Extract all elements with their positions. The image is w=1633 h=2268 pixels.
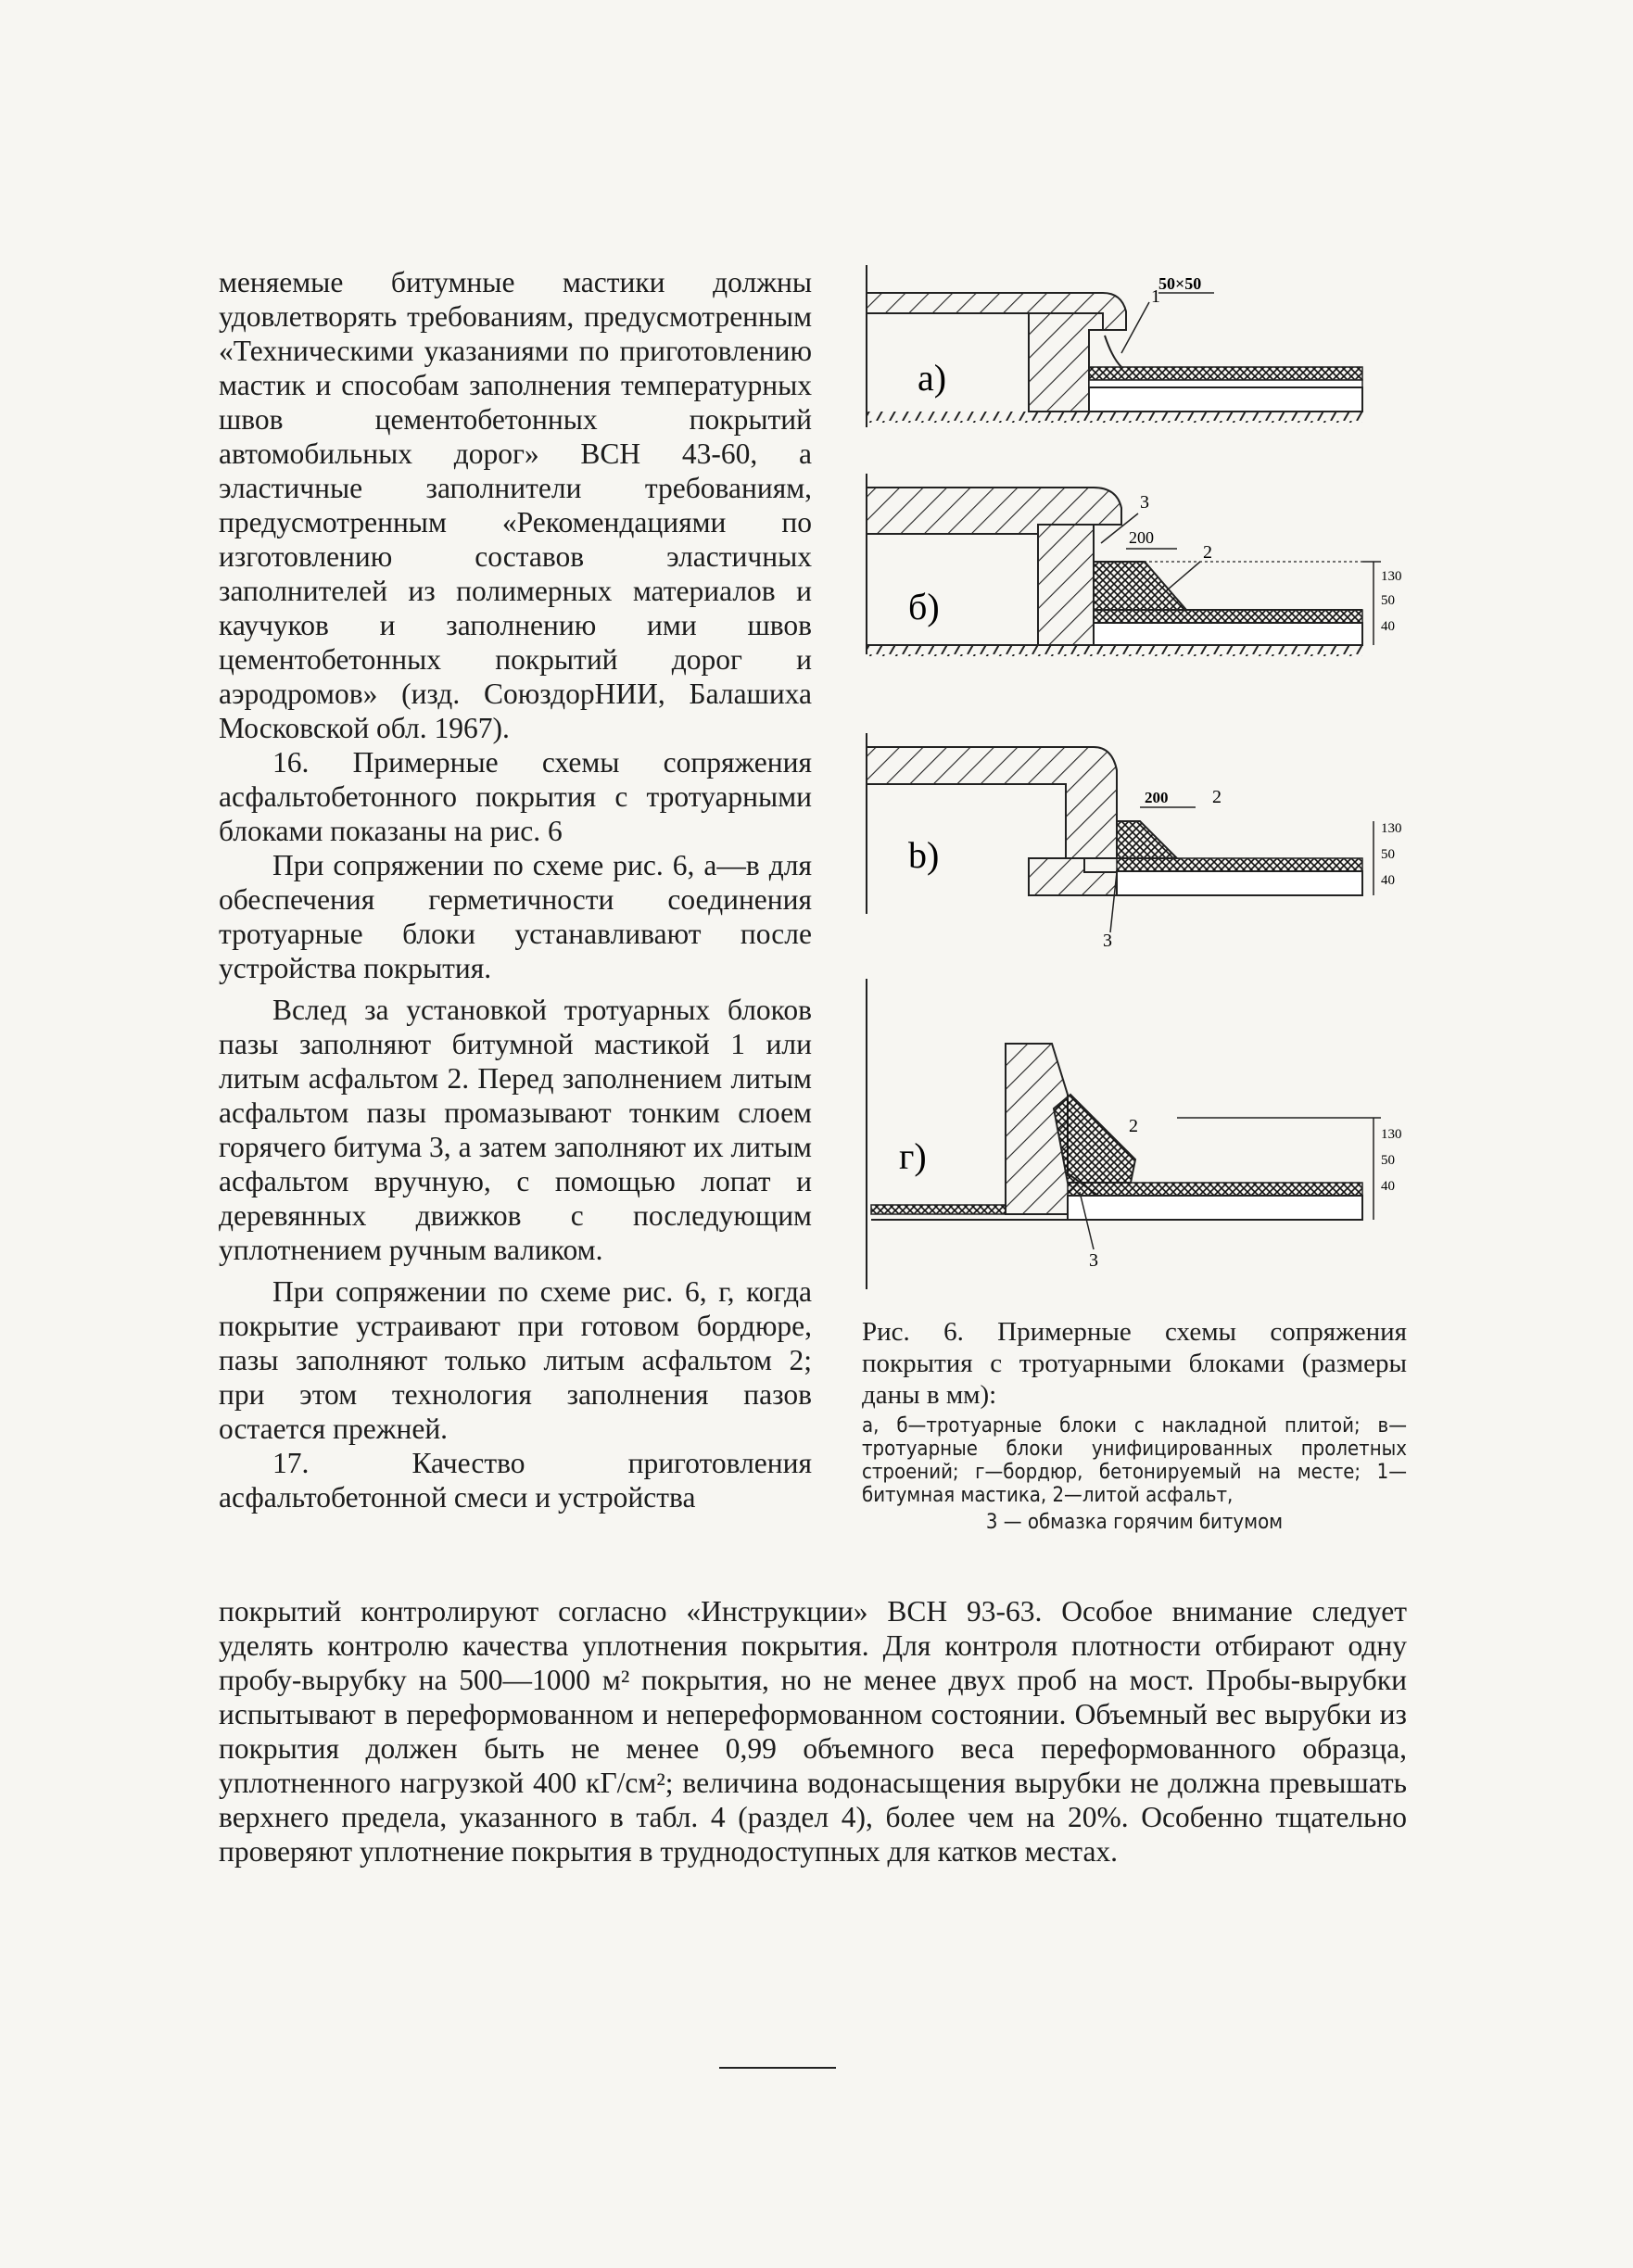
caption-title: Рис. 6. Примерные схемы сопряжения покрытия с тротуарными блоками (размеры даны в мм): — [862, 1317, 1407, 1410]
dimension-50x50: 50×50 — [1158, 274, 1202, 293]
callout-3-g: 3 — [1089, 1250, 1098, 1271]
scheme-a — [867, 265, 1362, 427]
bottom-paragraph: покрытий контролируют согласно «Инструкции» ВСН 93-63. Особое внимание следует уделять контролю качества уплотнения покрытия. Для контроля плотности отбирают одну пробу-вырубку на 500—1000 м² покрытия, но не менее двух проб на мост. Пробы-вырубки испытывают в переформованном и непереформованном состоянии. Объемный вес вырубки из покрытия должен быть не менее 0,99 объемного веса переформованного образца, уплотненного нагрузкой 400 кГ/см²; величина водонасыщения вырубки не должна превышать верхнего предела, указанного в табл. 4 (раздел 4), более чем на 20%. Особенно тщательно проверяют уплотнение покрытия в труднодоступных для катков местах. — [219, 1595, 1407, 1868]
figure-6-diagram — [862, 265, 1409, 1299]
scheme-b — [867, 474, 1402, 656]
paragraph: меняемые битумные мастики должны удовлетворять требованиям, предусмотренным «Техническими указаниями по приготовлению мастик и способам заполнения температурных швов цементобетонных покрытий автомобильных дорог» ВСН 43-60, а эластичные заполнители требованиям, предусмотренным «Рекомендациями по изготовлению составов эластичных заполнителей из полимерных материалов и каучуков и заполнению ими швов цементобетонных покрытий дорог и аэродромов» (изд. СоюздорНИИ, Балашиха Московской обл. 1967). — [219, 266, 812, 744]
scheme-v-label: b) — [908, 834, 940, 876]
scheme-b-label: б) — [908, 586, 940, 627]
dim-50: 50 — [1381, 593, 1395, 608]
scheme-g-label: г) — [899, 1135, 927, 1177]
paragraph-17: 17. Качество приготовления асфальтобетонной смеси и устройства — [219, 1447, 812, 1514]
dim-50-g: 50 — [1381, 1153, 1395, 1168]
callout-2-v: 2 — [1212, 787, 1222, 807]
dim-40-g: 40 — [1381, 1179, 1395, 1194]
callout-2: 2 — [1203, 542, 1212, 563]
scheme-a-label: a) — [918, 357, 947, 399]
callout-2-g: 2 — [1129, 1116, 1138, 1136]
paragraph: При сопряжении по схеме рис. 6, а—в для обеспечения герметичности соединения тротуарные блоки устанавливают после устройства покрытия. — [219, 849, 812, 984]
dim-130: 130 — [1381, 569, 1402, 584]
left-text-column — [219, 265, 812, 1514]
caption-legend: а, б—тротуарные блоки с накладной плитой; в—тротуарные блоки унифицированных пролетных строений; г—бордюр, бетонируемый на месте; 1—битумная мастика, 2—литой асфальт, — [862, 1414, 1407, 1507]
end-rule — [719, 2067, 836, 2069]
callout-3: 3 — [1140, 492, 1149, 513]
scheme-v — [867, 733, 1402, 951]
figure-caption — [862, 1316, 1407, 1534]
paragraph: Вслед за установкой тротуарных блоков пазы заполняют битумной мастикой 1 или литым асфальтом 2. Перед заполнением литым асфальтом пазы промазывают тонким слоем горячего битума 3, а затем заполняют их литым асфальтом вручную, с помощью лопат и деревянных движков с последующим уплотнением ручным валиком. — [219, 994, 812, 1266]
caption-legend-end: 3 — обмазка горячим битумом — [985, 1511, 1284, 1534]
dimension-200-v: 200 — [1145, 789, 1169, 806]
dim-40-v: 40 — [1381, 873, 1395, 888]
callout-3-v: 3 — [1103, 931, 1112, 951]
scheme-g — [867, 979, 1402, 1289]
dimension-200: 200 — [1129, 528, 1154, 547]
dim-50-v: 50 — [1381, 847, 1395, 862]
dim-40: 40 — [1381, 619, 1395, 634]
dim-130-v: 130 — [1381, 821, 1402, 836]
paragraph-16: 16. Примерные схемы сопряжения асфальтобетонного покрытия с тротуарными блоками показаны на рис. 6 — [219, 746, 812, 847]
paragraph: При сопряжении по схеме рис. 6, г, когда покрытие устраивают при готовом бордюре, пазы заполняют только литым асфальтом 2; при этом технология заполнения пазов остается прежней. — [219, 1275, 812, 1445]
dim-130-g: 130 — [1381, 1127, 1402, 1142]
callout-1: 1 — [1151, 286, 1160, 307]
